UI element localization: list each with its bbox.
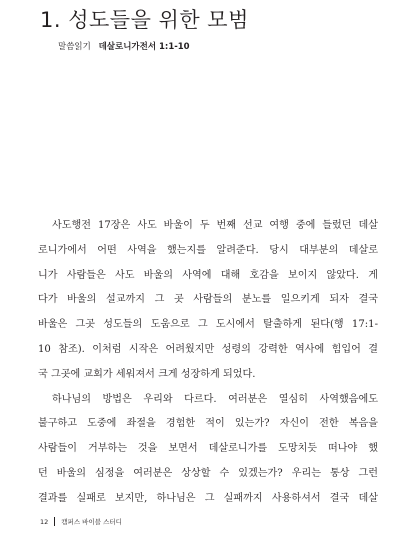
body-line: 국 그곳에 교회가 세워져서 크게 성장하게 되었다. bbox=[38, 368, 256, 380]
body-line: 바울은 그곳 성도들의 도움으로 그 도시에서 탈출하게 된다(행 17:1- bbox=[38, 319, 378, 331]
scripture-label: 말씀읽기 bbox=[58, 42, 91, 52]
page-footer bbox=[40, 517, 122, 526]
page-number: 12 bbox=[40, 517, 49, 526]
scripture-passage: 데살로니가전서 1:1-10 bbox=[98, 42, 190, 52]
book-title: 캠퍼스 바이블 스터디 bbox=[61, 518, 122, 526]
chapter-title: 1. 성도들을 위한 모범 bbox=[40, 8, 249, 32]
body-line: 다가 바울의 설교까지 그 곳 사람들의 분노를 일으키게 되자 결국 bbox=[38, 294, 378, 306]
body-line: 불구하고 도중에 좌절을 경험한 적이 있는가? 자신이 전한 복음을 bbox=[38, 418, 378, 430]
body-line: 니가 사람들은 사도 바울의 사역에 대해 호감을 보이지 않았다. 게 bbox=[38, 269, 378, 281]
body-line: 던 바울의 심정을 여러분은 상상할 수 있겠는가? 우리는 통상 그런 bbox=[38, 467, 378, 479]
body-line: 결과를 실패로 보지만, 하나님은 그 실패까지 사용하셔서 결국 데살 bbox=[38, 492, 378, 504]
footer-divider bbox=[54, 517, 55, 526]
body-line: 사람들이 거부하는 것을 보면서 데살로니가를 도망치듯 떠나야 했 bbox=[38, 443, 378, 455]
body-line: 하나님의 방법은 우리와 다르다. 여러분은 열심히 사역했음에도 bbox=[52, 393, 378, 405]
scripture-reference bbox=[58, 40, 190, 52]
body-line: 로니가에서 어떤 사역을 했는지를 알려준다. 당시 대부분의 데살로 bbox=[38, 244, 378, 256]
body-text bbox=[38, 214, 378, 512]
body-line: 사도행전 17장은 사도 바울이 두 번째 선교 여행 중에 들렀던 데살 bbox=[52, 220, 378, 231]
body-line: 10 참조). 이처럼 시작은 어려웠지만 성령의 강력한 역사에 힘입어 결 bbox=[38, 343, 378, 355]
